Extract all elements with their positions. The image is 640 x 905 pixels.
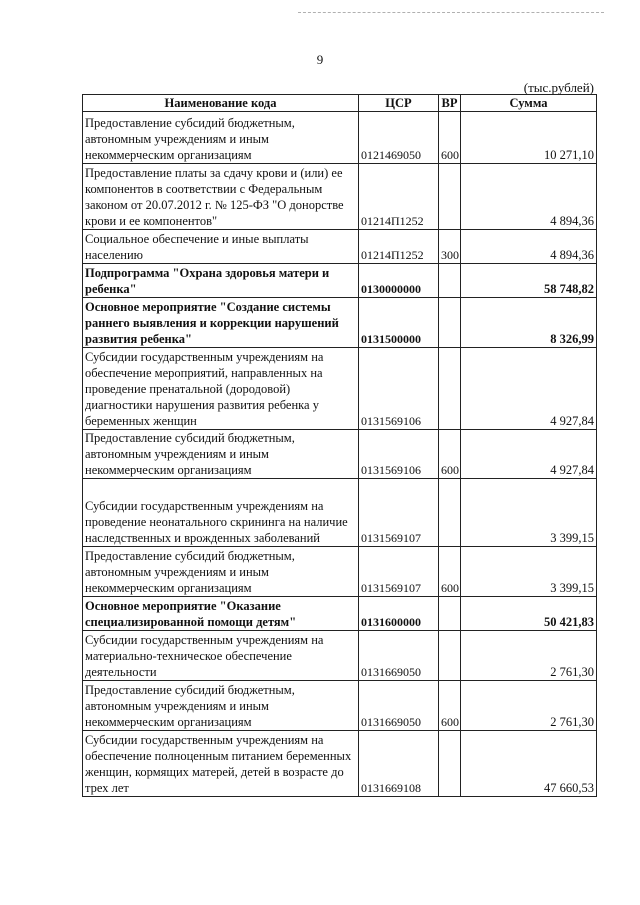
header-csr: ЦСР	[359, 95, 439, 112]
row-vr	[439, 631, 461, 681]
row-name: Предоставление платы за сдачу крови и (или) ее компонентов в соответствии с Федеральным законом от 20.07.2012 г. № 125-ФЗ "О донорстве крови и ее компонентов"	[83, 164, 359, 230]
table-row	[83, 112, 597, 164]
row-sum: 2 761,30	[461, 681, 597, 731]
header-name: Наименование кода	[83, 95, 359, 112]
row-csr: 01214П1252	[359, 230, 439, 264]
row-vr: 600	[439, 547, 461, 597]
row-csr: 0121469050	[359, 112, 439, 164]
row-name: Субсидии государственным учреждениям на материально-техническое обеспечение деятельности	[83, 631, 359, 681]
row-name: Предоставление субсидий бюджетным, автономным учреждениям и иным некоммерческим организациям	[83, 112, 359, 164]
row-sum: 2 761,30	[461, 631, 597, 681]
header-sum: Сумма	[461, 95, 597, 112]
row-vr	[439, 264, 461, 298]
row-sum: 3 399,15	[461, 479, 597, 547]
row-sum: 4 927,84	[461, 348, 597, 430]
row-csr: 0131569107	[359, 547, 439, 597]
row-vr: 600	[439, 681, 461, 731]
row-sum: 4 894,36	[461, 230, 597, 264]
row-csr: 0131569106	[359, 348, 439, 430]
row-name: Предоставление субсидий бюджетным, автономным учреждениям и иным некоммерческим организациям	[83, 430, 359, 479]
row-csr: 0131669050	[359, 681, 439, 731]
row-vr	[439, 298, 461, 348]
row-name: Предоставление субсидий бюджетным, автономным учреждениям и иным некоммерческим организациям	[83, 681, 359, 731]
row-name: Субсидии государственным учреждениям на обеспечение полноценным питанием беременных женщин, кормящих матерей, детей в возрасте до трех лет	[83, 731, 359, 797]
budget-table	[82, 94, 597, 797]
table-header-row	[83, 95, 597, 112]
table-row	[83, 597, 597, 631]
row-csr: 01214П1252	[359, 164, 439, 230]
table-row	[83, 230, 597, 264]
row-name: Подпрограмма "Охрана здоровья матери и ребенка"	[83, 264, 359, 298]
row-sum: 10 271,10	[461, 112, 597, 164]
top-dashed-rule	[298, 12, 604, 13]
row-vr: 600	[439, 112, 461, 164]
row-sum: 58 748,82	[461, 264, 597, 298]
row-vr: 300	[439, 230, 461, 264]
row-sum: 3 399,15	[461, 547, 597, 597]
row-csr: 0131669050	[359, 631, 439, 681]
table-row	[83, 547, 597, 597]
table-row	[83, 264, 597, 298]
row-sum: 50 421,83	[461, 597, 597, 631]
row-csr: 0131569107	[359, 479, 439, 547]
row-csr: 0131669108	[359, 731, 439, 797]
units-label: (тыс.рублей)	[523, 80, 594, 95]
row-name: Предоставление субсидий бюджетным, автономным учреждениям и иным некоммерческим организациям	[83, 547, 359, 597]
row-csr: 0131500000	[359, 298, 439, 348]
row-sum: 4 927,84	[461, 430, 597, 479]
row-name: Основное мероприятие "Создание системы раннего выявления и коррекции нарушений развития ребенка"	[83, 298, 359, 348]
table-row	[83, 348, 597, 430]
table-row	[83, 731, 597, 797]
row-vr	[439, 597, 461, 631]
row-name: Субсидии государственным учреждениям на обеспечение мероприятий, направленных на проведение пренатальной (дородовой) диагностики нарушения развития ребенка у беременных женщин	[83, 348, 359, 430]
row-csr: 0131600000	[359, 597, 439, 631]
row-csr: 0131569106	[359, 430, 439, 479]
row-sum: 4 894,36	[461, 164, 597, 230]
row-name: Социальное обеспечение и иные выплаты населению	[83, 230, 359, 264]
table-row	[83, 164, 597, 230]
page-number: 9	[316, 52, 324, 67]
header-vr: ВР	[439, 95, 461, 112]
row-vr	[439, 479, 461, 547]
table-row	[83, 298, 597, 348]
row-vr	[439, 164, 461, 230]
row-sum: 47 660,53	[461, 731, 597, 797]
row-name: Субсидии государственным учреждениям на проведение неонатального скрининга на наличие наследственных и врожденных заболеваний	[83, 479, 359, 547]
table-row	[83, 681, 597, 731]
row-sum: 8 326,99	[461, 298, 597, 348]
row-vr	[439, 348, 461, 430]
table-row	[83, 479, 597, 547]
row-name: Основное мероприятие "Оказание специализированной помощи детям"	[83, 597, 359, 631]
row-vr: 600	[439, 430, 461, 479]
row-csr: 0130000000	[359, 264, 439, 298]
row-vr	[439, 731, 461, 797]
table-row	[83, 631, 597, 681]
table-row	[83, 430, 597, 479]
